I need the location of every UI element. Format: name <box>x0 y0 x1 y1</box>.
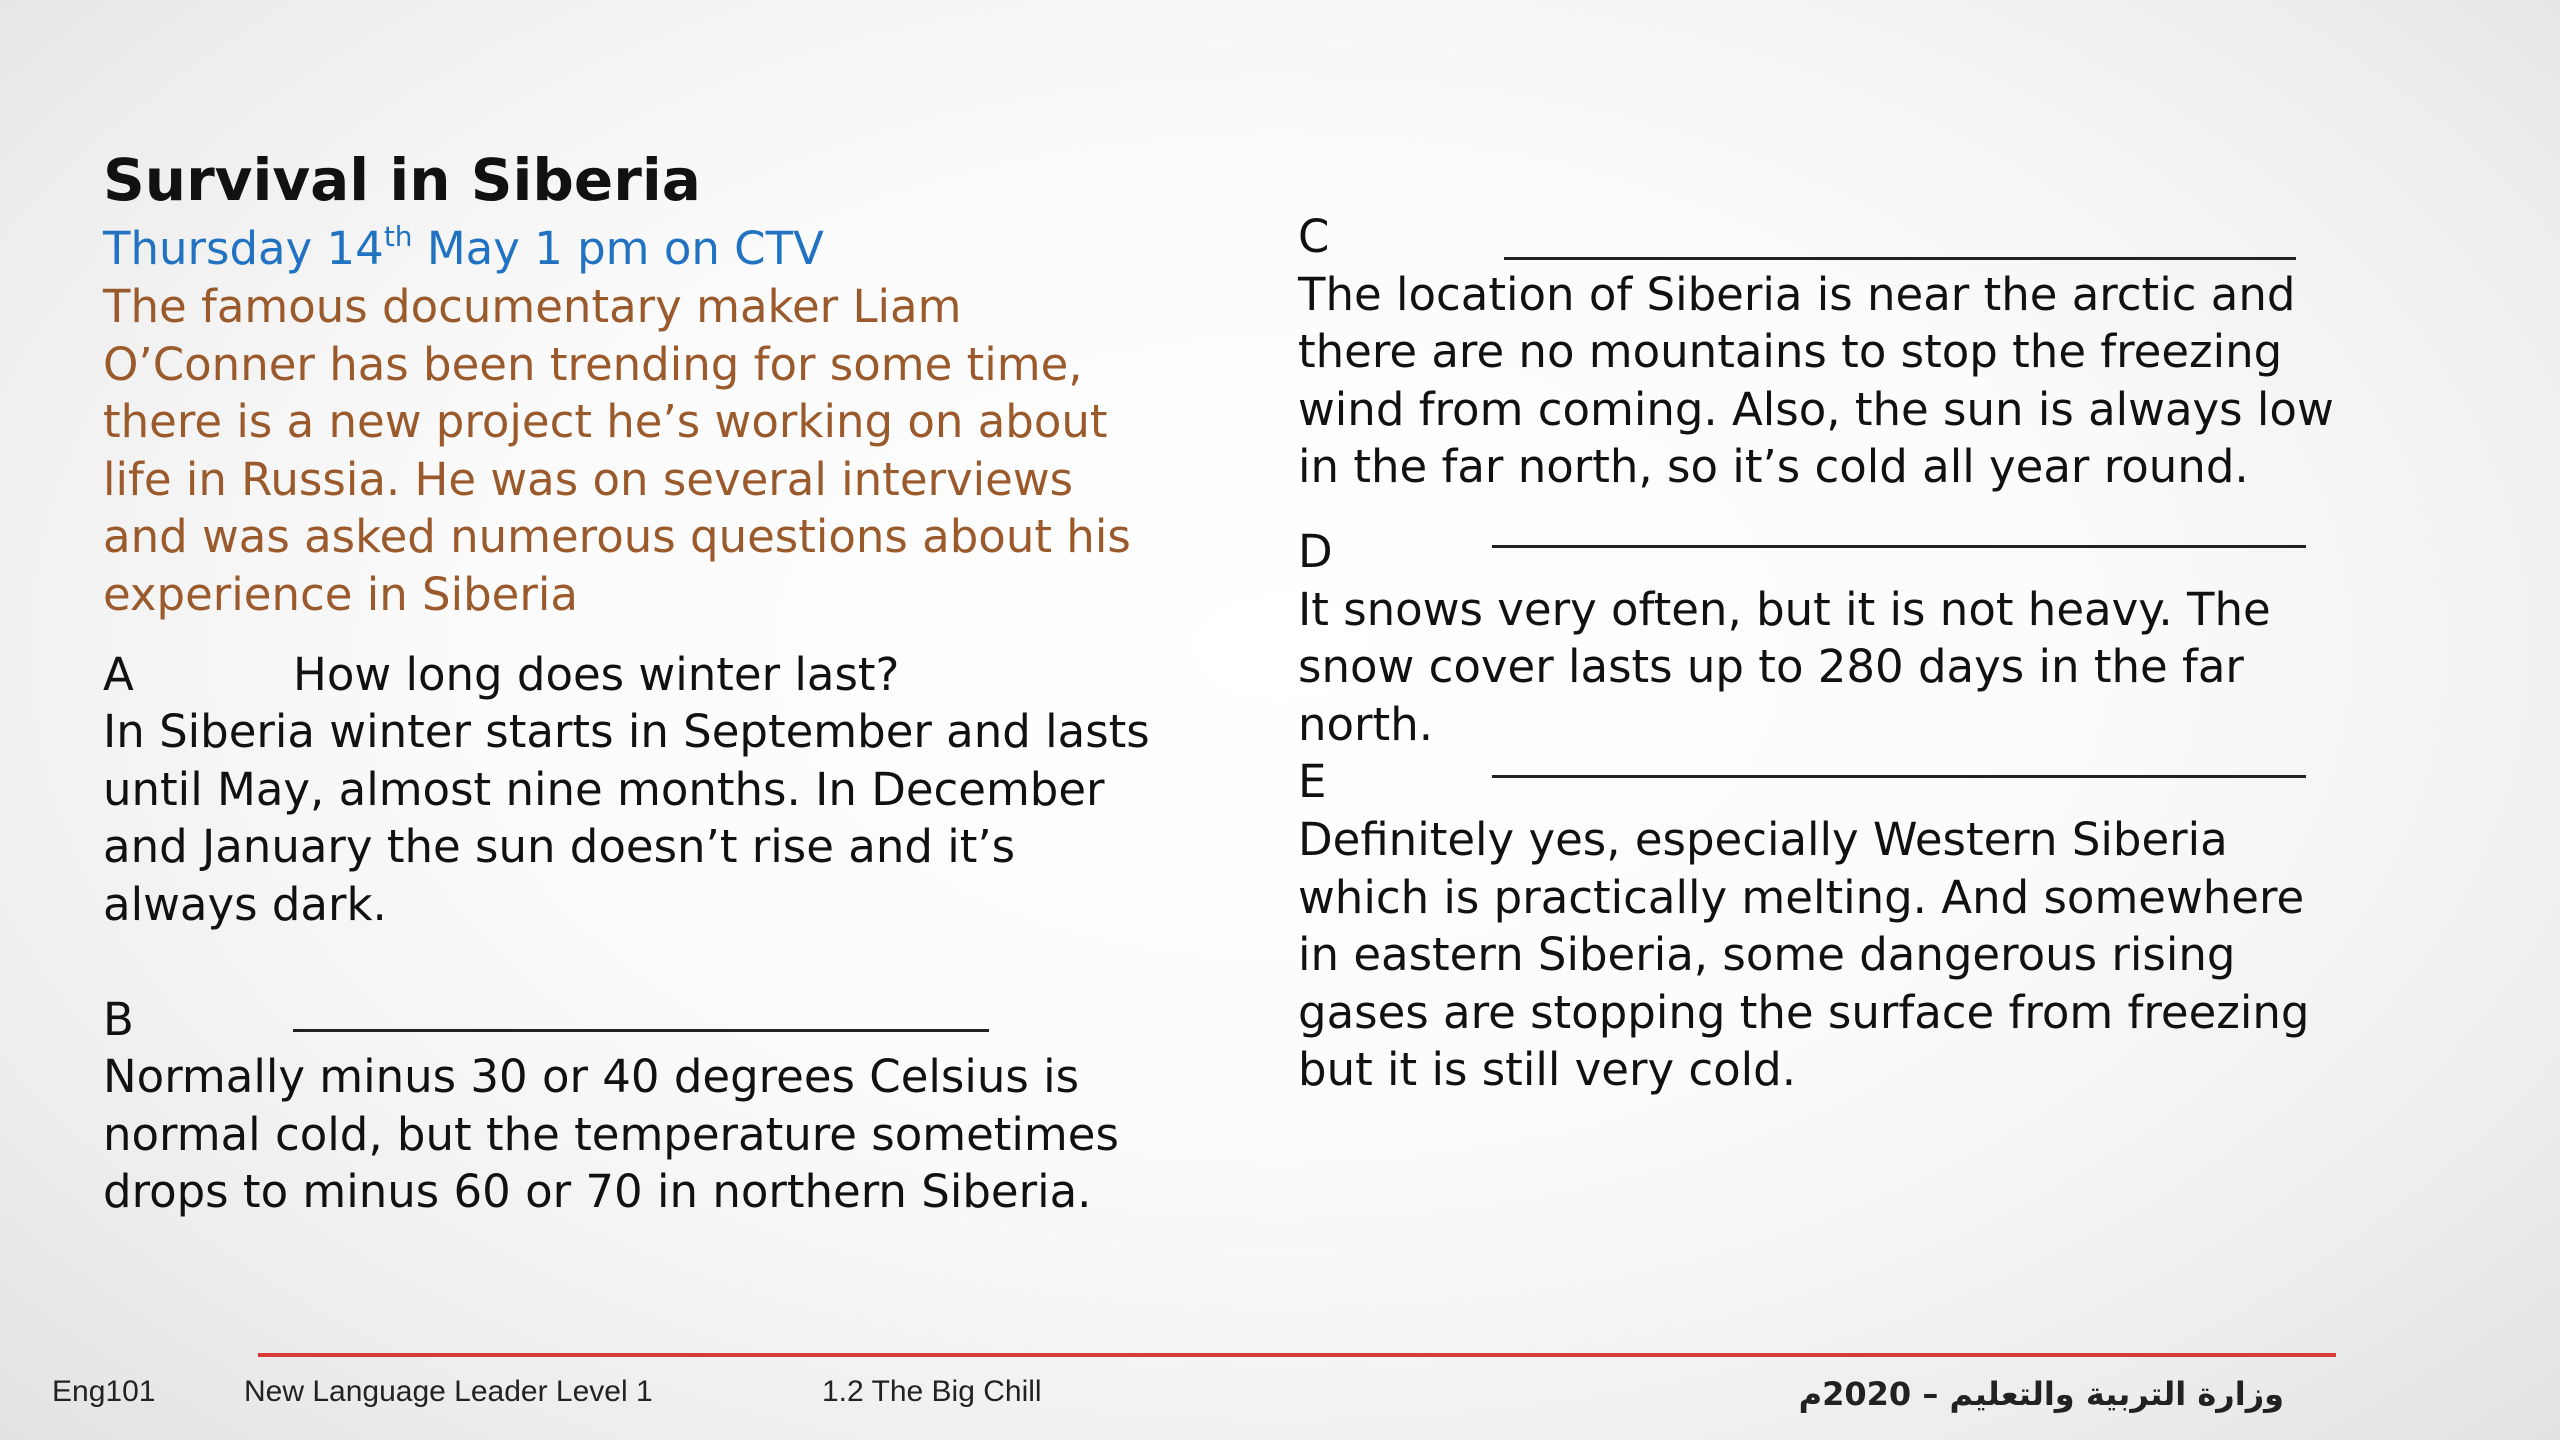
section-e-answer-blank <box>1492 775 2306 778</box>
section-e-letter: E <box>1298 755 1327 809</box>
broadcast-date-suffix: May 1 pm on CTV <box>412 222 824 275</box>
section-c-answer: The location of Siberia is near the arctic and there are no mountains to stop the freezing wind from coming. Also, the sun is always low in the far north, so it’s cold all year round. <box>1298 267 2334 494</box>
footer-book-title: New Language Leader Level 1 <box>244 1375 653 1408</box>
section-c-letter: C <box>1298 210 1330 263</box>
section-a-answer: In Siberia winter starts in September and lasts until May, almost nine months. In December and January the sun doesn’t rise and it’s always dark. <box>103 705 1150 931</box>
left-column <box>103 140 1163 1221</box>
section-a-heading <box>103 646 1163 704</box>
section-b-letter: B <box>103 992 134 1046</box>
section-c-heading <box>1298 208 2338 266</box>
section-c-answer-blank <box>1504 257 2296 260</box>
footer-course-code: Eng101 <box>52 1375 156 1408</box>
section-b-answer-blank <box>293 1029 989 1032</box>
section-d-letter: D <box>1298 524 1333 578</box>
footer-rule <box>258 1353 2336 1357</box>
section-d-answer: It snows very often, but it is not heavy. The snow cover lasts up to 280 days in the far north. <box>1298 582 2271 751</box>
section-e-answer: Definitely yes, especially Western Siberia which is practically melting. And somewhere in eastern Siberia, some dangerous rising gases are stopping the surface from freezing but it is still very cold. <box>1298 812 2310 1097</box>
right-column <box>1298 208 2338 1099</box>
footer-unit-title: 1.2 The Big Chill <box>822 1375 1042 1408</box>
broadcast-info <box>103 220 1163 278</box>
footer-ministry-label: وزارة التربية والتعليم – 2020م <box>1798 1375 2284 1413</box>
broadcast-date-prefix: Thursday 14 <box>103 222 384 275</box>
broadcast-date-superscript: th <box>383 220 413 253</box>
section-e-heading <box>1298 753 2338 811</box>
slide-title: Survival in Siberia <box>103 146 701 214</box>
section-d-answer-blank <box>1492 545 2306 548</box>
section-b-heading <box>103 991 1163 1049</box>
intro-paragraph: The famous documentary maker Liam O’Conner has been trending for some time, there is a new project he’s working on about life in Russia. He was on several interviews and was asked numerous questions about his experience in Siberia <box>103 280 1131 621</box>
section-d-heading <box>1298 523 2338 581</box>
section-a-letter: A <box>103 647 134 701</box>
section-a-question: How long does winter last? <box>293 647 900 701</box>
section-b-answer: Normally minus 30 or 40 degrees Celsius is normal cold, but the temperature sometimes drops to minus 60 or 70 in northern Siberia. <box>103 1050 1119 1219</box>
